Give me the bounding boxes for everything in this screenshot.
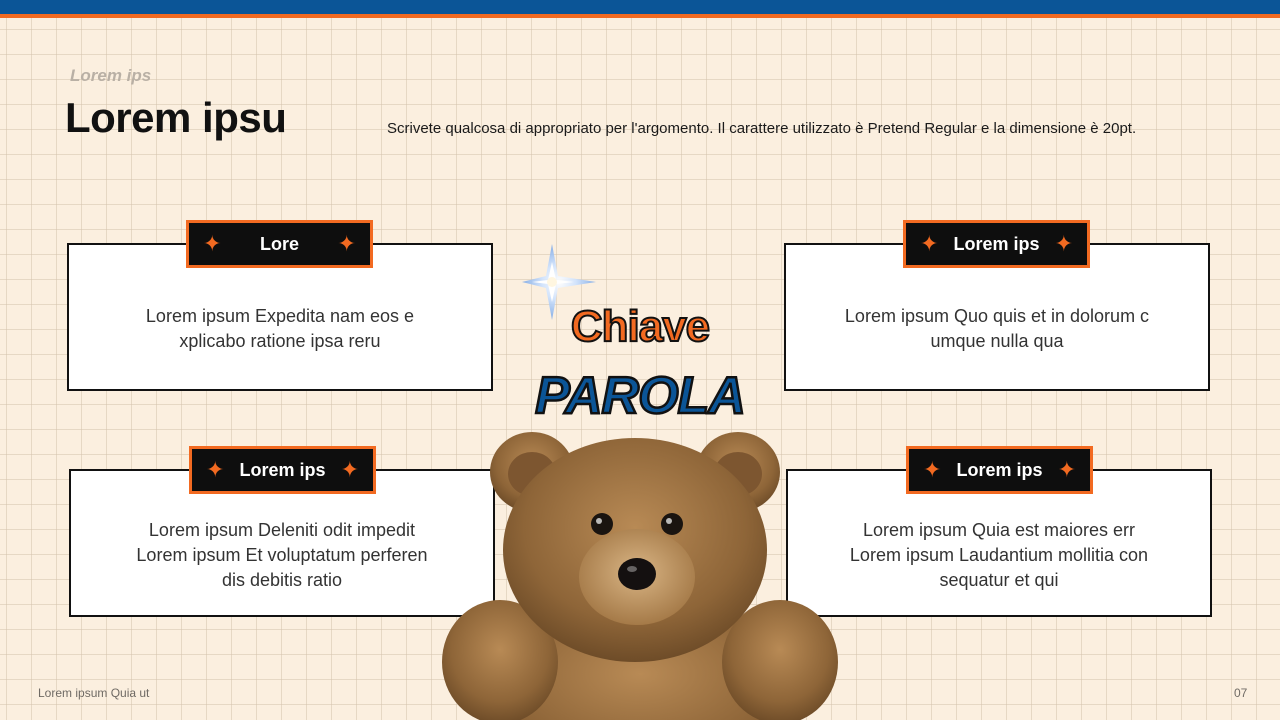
sparkle-right-icon: ✦ <box>340 457 359 482</box>
info-card-4-text: Lorem ipsum Quia est maiores err Lorem ipsum Laudantium mollitia con sequatur et qui <box>849 519 1149 590</box>
sparkle-left-icon: ✦ <box>920 231 939 256</box>
sparkle-left-icon: ✦ <box>206 457 225 482</box>
footer-text: Lorem ipsum Quia ut <box>38 686 150 700</box>
slide-eyebrow: Lorem ips <box>70 66 152 85</box>
sparkle-right-icon: ✦ <box>1054 231 1073 256</box>
teddy-bear-image <box>440 432 840 720</box>
info-card-2-text: Lorem ipsum Quo quis et in dolorum c umque nulla qua <box>844 306 1150 351</box>
slide-title: Lorem ipsu <box>65 94 287 141</box>
slide-description: Scrivete qualcosa di appropriato per l'argomento. Il carattere utilizzato è Pretend Regular e la dimensione è 20pt. <box>387 120 1137 137</box>
sparkle-left-icon: ✦ <box>203 231 222 256</box>
info-card-3-tag-label: Lorem ips <box>239 459 326 480</box>
info-card-3-text: Lorem ipsum Deleniti odit impedit Lorem ipsum Et voluptatum perferen dis debitis ratio <box>136 519 428 590</box>
info-card-1-tag-label: Lore <box>259 233 299 254</box>
sparkle-right-icon: ✦ <box>337 231 356 256</box>
info-card-2-tag-label: Lorem ips <box>953 233 1040 254</box>
keyword-parola: PAROLA <box>535 367 745 425</box>
info-card-4-tag-label: Lorem ips <box>956 459 1043 480</box>
page-number: 07 <box>1234 686 1248 700</box>
top-accent-bar <box>0 0 1280 14</box>
info-card-1-text: Lorem ipsum Expedita nam eos e xplicabo ratione ipsa reru <box>145 306 415 351</box>
info-card-1-tag <box>186 220 373 268</box>
info-card-4-tag <box>906 446 1093 494</box>
info-card-2-tag <box>903 220 1090 268</box>
sparkle-left-icon: ✦ <box>923 457 942 482</box>
sparkle-right-icon: ✦ <box>1057 457 1076 482</box>
info-card-3-tag <box>189 446 376 494</box>
keyword-chiave: Chiave <box>570 302 710 351</box>
top-accent-line <box>0 14 1280 18</box>
